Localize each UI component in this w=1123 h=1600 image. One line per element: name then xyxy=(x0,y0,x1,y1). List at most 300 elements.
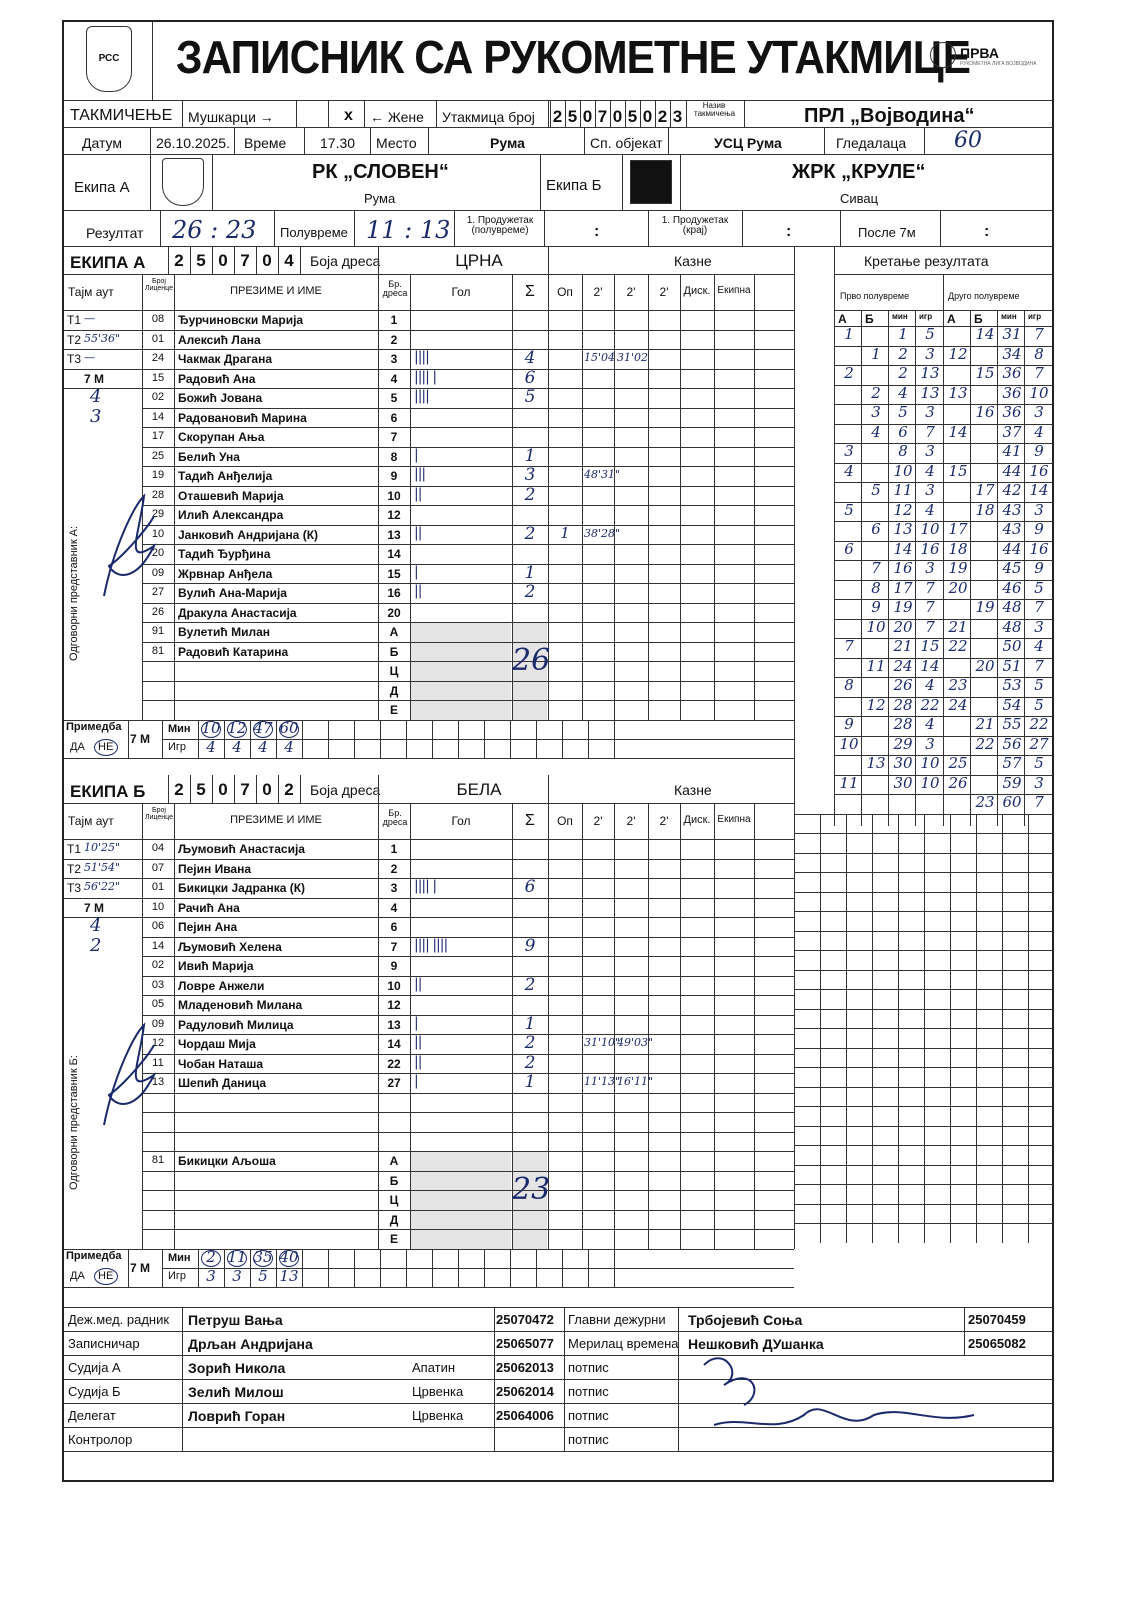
goal-tally: |||| | xyxy=(414,368,437,385)
seven-m-col-label: 7 М xyxy=(130,1260,151,1275)
col-sum: Σ xyxy=(525,283,535,300)
team-code-digit: 2 xyxy=(174,780,184,799)
progress-cell: 16 xyxy=(1029,461,1049,480)
team-stat-2: 2 xyxy=(90,934,102,956)
note-label: Примедба xyxy=(66,1249,122,1262)
progress-cell: 3 xyxy=(844,442,854,460)
progress-cell: 4 xyxy=(925,500,935,519)
final-score: 26 : 23 xyxy=(172,216,257,244)
col-2min-a: 2' xyxy=(593,814,603,828)
col-timeout: Тајм аут xyxy=(68,285,114,299)
place-value: Рума xyxy=(490,135,525,151)
seven-m-min-label: Мин xyxy=(168,1251,191,1264)
player-jersey: 6 xyxy=(390,410,398,425)
timeout-time: 51'54" xyxy=(84,860,121,874)
progress-cell: 19 xyxy=(893,598,913,616)
note-yes: ДА xyxy=(70,1269,85,1282)
player-name: Чордаш Мија xyxy=(178,1037,256,1051)
official-city: Црвенка xyxy=(412,1384,464,1399)
progress-cell: 10 xyxy=(920,754,940,772)
player-jersey: 10 xyxy=(387,488,401,503)
player-licence: 28 xyxy=(151,488,165,501)
progress-cell: 18 xyxy=(948,539,968,558)
goal-tally: | xyxy=(414,446,418,463)
player-licence: 10 xyxy=(151,527,165,540)
player-jersey: 9 xyxy=(390,959,398,973)
result-label: Резултат xyxy=(86,225,144,241)
progress-cell: 44 xyxy=(1002,461,1022,480)
team-code-digit: 2 xyxy=(284,780,294,799)
progress-cell: 13 xyxy=(948,383,968,402)
progress-cell: 4 xyxy=(844,461,854,480)
official-name: Дрљан Андријана xyxy=(188,1336,313,1352)
progress-cell: 16 xyxy=(975,403,995,421)
progress-cell: 34 xyxy=(1002,344,1022,363)
progress-cell: 2 xyxy=(871,383,881,402)
progress-cell: 46 xyxy=(1002,578,1022,597)
progress-cell: 43 xyxy=(1002,500,1022,519)
progress-cell: 3 xyxy=(925,344,935,363)
progress-cell: 9 xyxy=(1034,520,1044,538)
progress-cell: 21 xyxy=(948,617,968,636)
first-half-label: Прво полувреме xyxy=(840,291,910,301)
match-number-digit: 2 xyxy=(657,107,668,126)
progress-cell: 8 xyxy=(898,442,908,460)
player-jersey: 7 xyxy=(390,939,398,954)
progress-cell: 4 xyxy=(925,715,935,733)
player-goals: 2 xyxy=(524,1033,536,1053)
seven-m-min-label: Мин xyxy=(168,722,191,735)
player-name: Илић Александра xyxy=(178,508,284,522)
player-licence: 24 xyxy=(151,352,165,364)
player-name: Радовић Катарина xyxy=(178,644,289,659)
player-name: Ивић Марија xyxy=(178,959,254,973)
player-licence: 01 xyxy=(151,881,165,893)
player-licence: 20 xyxy=(151,547,165,559)
player-jersey: 1 xyxy=(390,313,398,327)
second-half-label: Друго полувреме xyxy=(948,291,1020,301)
progress-cell: 57 xyxy=(1002,754,1022,772)
after-7m-score: : xyxy=(984,223,990,240)
player-licence: 15 xyxy=(151,371,165,384)
official-role: Деж.мед. радник xyxy=(68,1312,170,1327)
player-jersey: 9 xyxy=(390,469,398,483)
progress-cell: 19 xyxy=(948,559,968,577)
seven-m-game: 3 xyxy=(206,1266,216,1285)
progress-cell: 3 xyxy=(925,734,935,753)
col-goal: Гол xyxy=(451,285,471,299)
player-licence: 29 xyxy=(151,508,165,520)
kit-color: БЕЛА xyxy=(456,780,502,799)
team-a-name: РК „СЛОВЕН“ xyxy=(312,161,449,183)
col-jersey: Бр. дреса xyxy=(382,808,408,827)
official-label: Одговорни представник Б: xyxy=(68,1055,80,1190)
official-signature-icon xyxy=(94,486,164,606)
federation-logo-icon xyxy=(86,26,132,92)
seven-m-game: 4 xyxy=(284,737,294,756)
official-role-2: потпис xyxy=(568,1360,609,1375)
progress-col-head: А xyxy=(838,312,847,326)
league-logo-subtitle: РУКОМЕТНА ЛИГА ВОЈВОДИНА xyxy=(960,61,1037,67)
player-goals: 1 xyxy=(524,1013,536,1034)
progress-col-head: игр xyxy=(919,312,933,321)
official-name: Зорић Никола xyxy=(188,1360,286,1376)
progress-cell: 3 xyxy=(1034,773,1044,792)
player-jersey: 10 xyxy=(387,978,401,993)
goal-shade xyxy=(411,623,511,720)
progress-cell: 9 xyxy=(871,598,881,616)
team-code-digit: 2 xyxy=(174,251,184,270)
official-name-2: Нешковић ДУшанка xyxy=(688,1336,824,1352)
progress-cell: 42 xyxy=(1002,481,1022,499)
player-name: Јанковић Андријана (К) xyxy=(178,527,319,542)
official-role: Контролор xyxy=(68,1432,133,1447)
seven-m-circle xyxy=(253,1250,273,1267)
team-b-logo-icon xyxy=(630,160,672,204)
player-jersey: 6 xyxy=(390,920,398,934)
col-jersey: Бр. дреса xyxy=(382,279,408,298)
progress-cell: 1 xyxy=(844,325,854,343)
progress-cell: 36 xyxy=(1002,383,1022,402)
team-b-name: ЖРК „КРУЛЕ“ xyxy=(792,161,926,183)
progress-cell: 5 xyxy=(925,325,935,343)
official-role: Судија А xyxy=(68,1360,121,1375)
official-role-2: Мерилац времена xyxy=(568,1336,679,1351)
progress-cell: 1 xyxy=(898,325,908,343)
progress-cell: 10 xyxy=(893,461,913,480)
progress-cell: 14 xyxy=(975,325,995,343)
kit-label: Боја дреса xyxy=(310,253,381,269)
date-value: 26.10.2025. xyxy=(156,135,230,151)
timeout-label: T3 xyxy=(67,881,82,895)
player-goals: 2 xyxy=(524,1052,536,1073)
official-role: Записничар xyxy=(68,1336,140,1351)
seven-m-game: 4 xyxy=(258,737,268,756)
progress-cell: 8 xyxy=(844,676,854,694)
progress-cell: 22 xyxy=(948,637,968,655)
progress-cell: 48 xyxy=(1002,598,1022,616)
competition-name-label: Назив такмичења xyxy=(694,101,736,118)
progress-cell: 10 xyxy=(920,520,940,538)
player-jersey: Ц xyxy=(389,1193,399,1207)
col-disq: Диск. xyxy=(683,814,711,826)
team-code-digit: 5 xyxy=(196,251,206,270)
team-b-label: Екипа Б xyxy=(546,177,602,194)
progress-cell: 8 xyxy=(1034,344,1044,363)
col-excl: Екипна xyxy=(717,285,751,296)
official-role: Судија Б xyxy=(68,1384,121,1399)
player-licence: 81 xyxy=(151,644,165,657)
progress-cell: 11 xyxy=(866,656,886,675)
progress-cell: 25 xyxy=(948,754,968,772)
match-record-sheet xyxy=(62,20,1054,1482)
progress-col-head: мин xyxy=(892,312,908,321)
progress-cell: 54 xyxy=(1002,695,1022,714)
progress-cell: 22 xyxy=(1029,715,1049,733)
col-sum: Σ xyxy=(525,812,535,829)
progress-cell: 15 xyxy=(975,364,995,382)
match-number-digit: 5 xyxy=(567,107,578,126)
progress-cell: 3 xyxy=(871,403,881,421)
progress-cell: 14 xyxy=(920,656,940,675)
seven-m-game: 4 xyxy=(232,737,242,756)
progress-cell: 18 xyxy=(975,500,995,519)
team-code-digit: 0 xyxy=(262,251,272,270)
seven-m-circle xyxy=(227,721,247,738)
player-jersey: 3 xyxy=(390,881,398,895)
player-licence: 06 xyxy=(151,920,165,932)
player-licence: 27 xyxy=(151,586,165,598)
kit-label: Боја дреса xyxy=(310,782,381,798)
col-disq: Диск. xyxy=(683,285,711,297)
after-7m-label: После 7м xyxy=(858,225,916,240)
ot1-half-score: : xyxy=(594,223,600,240)
progress-cell: 59 xyxy=(1002,773,1022,792)
official-role-2: потпис xyxy=(568,1384,609,1399)
col-name: ПРЕЗИМЕ И ИМЕ xyxy=(230,285,322,297)
player-jersey: Е xyxy=(389,1232,398,1246)
competition-label: ТАКМИЧЕЊЕ xyxy=(70,107,173,124)
player-name: Радовановић Марина xyxy=(178,410,307,425)
progress-cell: 30 xyxy=(893,773,913,792)
seven-m-game: 3 xyxy=(232,1266,242,1285)
seven-m-label: 7 М xyxy=(84,371,105,386)
timeout-label: T2 xyxy=(67,861,82,876)
seven-m-circle xyxy=(279,1250,299,1267)
progress-cell: 17 xyxy=(948,520,968,538)
player-licence: 09 xyxy=(151,566,165,579)
player-name: Пејин Ивана xyxy=(178,861,252,876)
official-code: 25062014 xyxy=(496,1384,554,1399)
player-goals: 9 xyxy=(524,935,536,956)
player-jersey: 14 xyxy=(387,1037,401,1051)
player-licence: 14 xyxy=(151,410,165,423)
player-name: Младеновић Милана xyxy=(178,998,303,1012)
progress-col-head: Б xyxy=(865,312,874,326)
progress-cell: 13 xyxy=(866,754,886,772)
goal-tally: |||| |||| xyxy=(414,936,448,953)
player-jersey: 13 xyxy=(387,1017,401,1032)
progress-cell: 5 xyxy=(1034,578,1044,597)
team-code-digit: 4 xyxy=(284,251,294,270)
official-name: Петруш Вања xyxy=(188,1312,283,1328)
player-name: Скорупан Ања xyxy=(178,430,265,444)
team-stat-1: 4 xyxy=(90,915,102,936)
player-licence: 17 xyxy=(151,430,165,442)
player-licence: 12 xyxy=(151,1037,165,1049)
progress-cell: 4 xyxy=(1034,637,1044,655)
progress-cell: 37 xyxy=(1002,422,1022,441)
progress-cell: 6 xyxy=(898,422,908,441)
seven-m-circle xyxy=(201,1250,221,1267)
player-licence: 09 xyxy=(151,1017,165,1030)
player-name: Шепић Даница xyxy=(178,1076,267,1090)
progress-cell: 2 xyxy=(844,364,854,382)
player-licence: 14 xyxy=(151,939,165,952)
player-licence: 13 xyxy=(151,1076,165,1088)
team-stat-1: 4 xyxy=(90,386,102,407)
goal-tally: | xyxy=(414,563,418,580)
goal-shade xyxy=(411,1152,511,1249)
player-name: Белић Уна xyxy=(178,449,240,464)
player-licence: 07 xyxy=(151,861,165,874)
player-jersey: 1 xyxy=(390,842,398,856)
spectators-label: Гледалаца xyxy=(836,135,907,151)
seven-m-circle xyxy=(227,1250,247,1267)
note-no-circle xyxy=(94,1268,118,1285)
player-jersey: 4 xyxy=(390,371,398,386)
player-name: Радовић Ана xyxy=(178,371,256,386)
seven-m-min: 11 xyxy=(227,1247,247,1266)
progress-cell: 4 xyxy=(871,422,881,441)
note-no: НЕ xyxy=(98,1269,114,1282)
player-licence: 01 xyxy=(151,332,165,345)
ot1-end-label: 1. Продужетак (крај) xyxy=(661,215,729,236)
note-no-circle xyxy=(94,739,118,756)
match-number-digit: 0 xyxy=(612,107,623,126)
player-name: Ђурчиновски Марија xyxy=(178,313,304,327)
progress-cell: 28 xyxy=(893,695,913,714)
player-jersey: 14 xyxy=(387,547,401,561)
progress-col-head: мин xyxy=(1001,312,1017,321)
team-header: ЕКИПА Б xyxy=(70,782,146,801)
penalty-1: 11'13" xyxy=(584,1075,621,1088)
progress-cell: 45 xyxy=(1002,559,1022,577)
player-licence: 02 xyxy=(151,959,165,971)
player-jersey: Д xyxy=(389,1212,399,1227)
progress-cell: 3 xyxy=(1034,500,1044,519)
progress-cell: 2 xyxy=(898,364,908,382)
official-code-2: 25065082 xyxy=(968,1336,1026,1351)
team-code-digit: 0 xyxy=(218,780,228,799)
seven-m-circle xyxy=(279,721,299,738)
player-jersey: 5 xyxy=(390,391,398,405)
progress-cell: 8 xyxy=(871,578,881,597)
player-name: Пејин Ана xyxy=(178,920,238,934)
player-goals: 5 xyxy=(524,387,536,407)
seven-m-min: 35 xyxy=(253,1247,273,1266)
player-jersey: 12 xyxy=(387,508,401,522)
progress-cell: 3 xyxy=(1034,403,1044,421)
col-warn: Оп xyxy=(557,814,573,828)
team-a-logo-icon xyxy=(162,158,204,206)
team-total-goals: 23 xyxy=(512,1171,551,1207)
progress-cell: 24 xyxy=(948,695,968,714)
penalties-label: Казне xyxy=(674,782,712,798)
progress-cell: 5 xyxy=(1034,676,1044,694)
progress-cell: 16 xyxy=(920,539,940,558)
player-name: Вулић Ана-Марија xyxy=(178,586,287,600)
player-name: Чобан Наташа xyxy=(178,1056,263,1071)
progress-cell: 20 xyxy=(948,578,968,597)
col-2min-c: 2' xyxy=(659,814,669,828)
player-name: Љумовић Хелена xyxy=(178,939,282,954)
team-a-label: Екипа А xyxy=(74,179,130,196)
progress-cell: 43 xyxy=(1002,520,1022,538)
timeout-time: 56'22" xyxy=(84,880,121,893)
progress-cell: 2 xyxy=(898,344,908,363)
penalty-2: 49'03" xyxy=(617,1036,654,1049)
player-licence: 10 xyxy=(151,900,165,913)
player-jersey: 22 xyxy=(387,1056,401,1071)
col-2min-c: 2' xyxy=(659,285,669,299)
note-yes: ДА xyxy=(70,740,85,753)
official-name: Ловрић Горан xyxy=(188,1408,286,1424)
player-name: Бикицки Аљоша xyxy=(178,1154,276,1168)
official-city: Црвенка xyxy=(412,1408,464,1423)
progress-cell: 5 xyxy=(1034,695,1044,714)
player-name: Божић Јована xyxy=(178,391,263,405)
player-licence: 26 xyxy=(151,605,165,618)
progress-cell: 6 xyxy=(844,539,854,558)
progress-cell: 7 xyxy=(1034,793,1044,811)
progress-cell: 3 xyxy=(925,481,935,499)
official-role-2: потпис xyxy=(568,1408,609,1423)
seven-m-min: 10 xyxy=(201,718,221,737)
goal-tally: || xyxy=(414,524,422,541)
halftime-label: Полувреме xyxy=(280,225,348,240)
player-name: Бикицки Јадранка (К) xyxy=(178,881,306,895)
official-signature-icon xyxy=(94,1015,164,1135)
player-goals: 2 xyxy=(524,484,536,505)
progress-cell: 4 xyxy=(1034,422,1044,441)
match-number-digit: 7 xyxy=(597,107,608,126)
progress-cell: 20 xyxy=(975,656,995,675)
progress-cell: 13 xyxy=(893,520,913,538)
player-goals: 2 xyxy=(524,582,536,602)
seven-m-game-label: Игр xyxy=(168,1269,187,1282)
kit-color: ЦРНА xyxy=(455,251,503,270)
progress-cell: 9 xyxy=(1034,442,1044,460)
spectators-value: 60 xyxy=(954,128,982,153)
player-name: Дракула Анастасија xyxy=(178,605,297,620)
penalty-1: 48'31" xyxy=(584,468,621,481)
player-name: Тадић Анђелија xyxy=(178,469,273,483)
progress-cell: 48 xyxy=(1002,617,1022,636)
date-label: Датум xyxy=(82,135,122,151)
progress-cell: 3 xyxy=(1034,617,1044,636)
player-licence: 02 xyxy=(151,391,165,403)
progress-cell: 10 xyxy=(839,734,859,753)
player-goals: 6 xyxy=(524,367,536,388)
progress-cell: 21 xyxy=(893,637,913,655)
progress-cell: 22 xyxy=(920,695,940,714)
player-licence: 91 xyxy=(151,625,165,637)
player-licence: 19 xyxy=(151,469,165,481)
progress-cell: 55 xyxy=(1002,715,1022,733)
progress-cell: 27 xyxy=(1029,734,1049,753)
goal-tally: ||| xyxy=(414,466,426,482)
progress-cell: 4 xyxy=(925,676,935,694)
progress-cell: 15 xyxy=(948,461,968,480)
progress-cell: 20 xyxy=(893,617,913,636)
seven-m-min: 12 xyxy=(227,718,247,737)
player-name: Радуловић Милица xyxy=(178,1017,294,1032)
player-licence: 03 xyxy=(151,978,165,991)
player-name: Љумовић Анастасија xyxy=(178,842,305,856)
match-number-label: Утакмица број xyxy=(442,109,535,125)
progress-cell: 44 xyxy=(1002,539,1022,558)
men-label: Мушкарци → xyxy=(188,109,274,125)
seven-m-circle xyxy=(201,721,221,738)
official-name-2: Трбојевић Соња xyxy=(688,1312,803,1328)
player-licence: 11 xyxy=(152,1056,164,1069)
progress-cell: 4 xyxy=(898,383,908,402)
player-licence: 04 xyxy=(151,842,165,854)
progress-cell: 7 xyxy=(1034,364,1044,382)
official-code: 25065077 xyxy=(496,1336,554,1351)
progress-cell: 9 xyxy=(844,715,854,733)
